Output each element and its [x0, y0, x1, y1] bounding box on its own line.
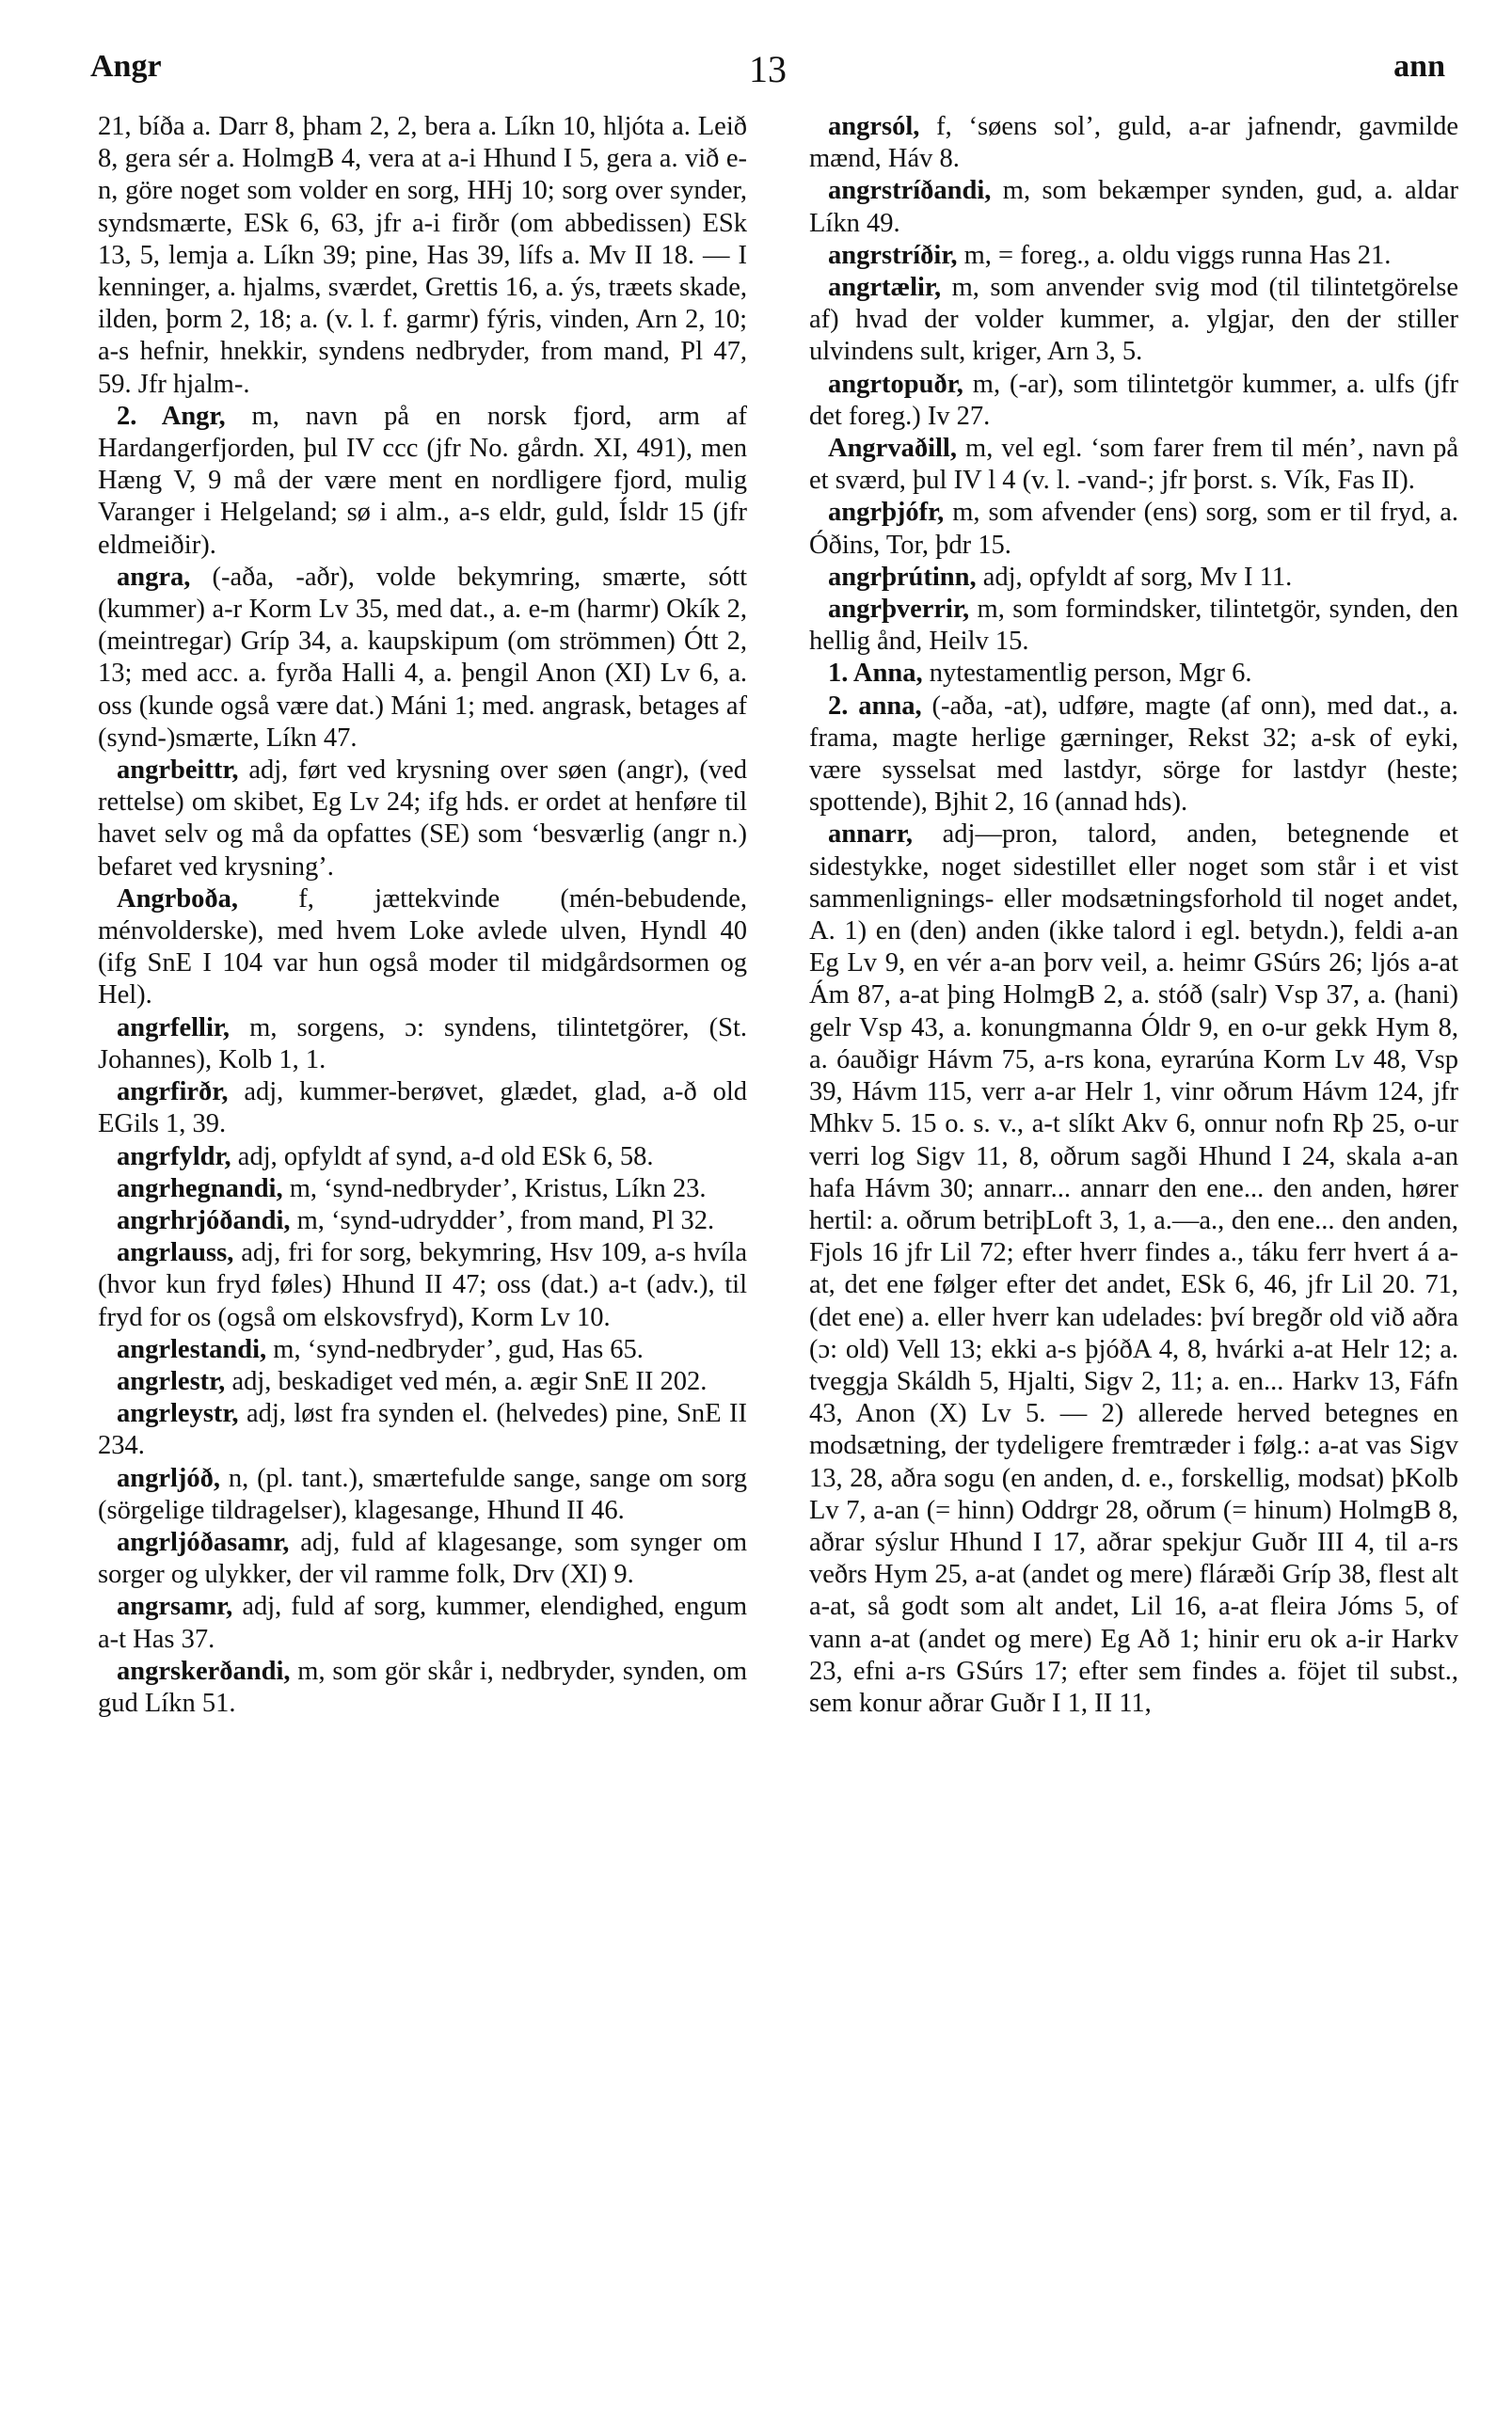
entry-text: 21, bíða a. Darr 8, þham 2, 2, bera a. Líkn 10, hljóta a. Leið 8, gera sér a. HolmgB 4, vera at a-i Hhund I 5, gera a. við e-n, göre noget som volder en sorg, HHj 10; sorg over synder, syndsmærte, ESk 6, 63, jfr a-i firðr (om abbedissen) ESk 13, 5, lemja a. Líkn 39; pine, Has 39, lífs a. Mv II 18. — I kenninger, a. hjalms, sværdet, Grettis 16, a. ýs, træets skade, ilden, þorm 2, 18; a. (v. l. f. garmr) fýris, vinden, Arn 2, 10; a-s hefnir, hnekkir, syndens nedbryder, from mand, Pl 47, 59. Jfr hjalm-. — [98, 112, 747, 399]
dictionary-entry — [98, 1366, 747, 1398]
dictionary-entry — [98, 1527, 747, 1591]
dictionary-entry — [98, 1463, 747, 1527]
right-column — [809, 111, 1458, 2388]
entry-text: nytestamentlig person, Mgr 6. — [929, 659, 1252, 689]
entry-headword: annarr, — [828, 819, 914, 850]
entry-headword: angrleystr, — [117, 1399, 239, 1429]
dictionary-entry — [809, 594, 1458, 658]
entry-headword: angrljóðasamr, — [117, 1527, 290, 1557]
entry-headword: angrlestandi, — [117, 1334, 267, 1364]
entry-text: m, vel egl. ‘som farer frem til mén’, navn på et sværd, þul IV l 4 (v. l. -vand-; jfr þorst. s. Vík, Fas II). — [809, 434, 1458, 496]
page-number: 13 — [749, 48, 787, 90]
dictionary-entry — [98, 1398, 747, 1462]
dictionary-entry — [98, 1205, 747, 1237]
dictionary-entry — [98, 1173, 747, 1205]
dictionary-entry — [809, 433, 1458, 497]
entry-text: adj, ført ved krysning over søen (angr), (ved rettelse) om skibet, Eg Lv 24; ifg hds. er ordet at henføre til havet selv og må da opfattes (SE) som ‘besværlig (angr n.) befaret ved krysning’. — [98, 755, 747, 882]
dictionary-entry — [809, 658, 1458, 690]
entry-headword: angrlauss, — [117, 1238, 234, 1268]
dictionary-entry — [809, 175, 1458, 239]
entry-headword: angrhegnandi, — [117, 1173, 283, 1203]
entry-text: adj—pron, talord, anden, betegnende et sidestykke, noget sidestillet eller noget som står i et vist sammenlignings- eller modsætningsforhold til noget andet, A. 1) en (den) anden (ikke talord i egl. betydn.), feldi a-an Eg Lv 9, en vér a-an þorv veil, a. heimr GSúrs 26; ljós a-at Ám 87, a-at þing HolmgB 2, a. stóð (salr) Vsp 37, a. (hani) gelr Vsp 43, a. konungmanna Óldr 9, en o-ur gekk Hym 8, a. óauðigr Hávm 75, a-rs kona, eyrarúna Korm Lv 48, Vsp 39, Hávm 115, verr a-ar Helr 1, vinr oðrum Hávm 124, jfr Mhkv 5. 15 o. s. v., a-t slíkt Akv 6, onnur nofn Rþ 25, o-ur verri log Sigv 11, 8, oðrum sagði Hhund I 24, skala a-an hafa Hávm 30; annarr... annarr den ene... den anden, hører hertil: a. oðrum betriþLoft 3, 1, a.—a., den ene... den anden, Fjols 16 jfr Lil 72; efter hverr findes a., táku ferr hvert á a-at, det ene følger efter det andet, ESk 6, 46, jfr Lil 20. 71, (det ene) a. eller hverr kan udelades: því bregðr old við aðra (ɔ: old) Vell 13; ekki a-s þjóðA 4, 8, hvárki a-at Helr 12; a. tveggja Skáldh 5, Hjalti, Sigv 2, 11; a. en... Harkv 13, Fáfn 43, Anon (X) Lv 5. — 2) allerede herved betegnes en modsætning, der tydeligere fremtræder i følg.: a-at vas Sigv 13, 28, aðra sogu (en anden, d. e., forskellig, modsat) þKolb Lv 7, a-an (= hinn) Oddrgr 28, oðrum (= hinum) HolmgB 8, aðrar sýslur Hhund I 17, aðrar spekjur Guðr III 4, til a-rs veðrs Hym 25, a-at (andet og mere) fláræði Gríp 38, flest alt a-at, så godt som alt andet, Lil 16, a-at fleira Jóms 5, of vann a-at (andet og mere) Eg Að 1; hinir eru ok a-ir Harkv 23, efni a-rs GSúrs 17; efter sem findes a. föjet til subst., sem konur aðrar Guðr I 1, II 11, — [809, 819, 1458, 1718]
dictionary-entry — [98, 1237, 747, 1334]
entry-headword: angrstríðir, — [828, 240, 958, 270]
entry-headword: angrlestr, — [117, 1366, 226, 1396]
entry-text: adj, beskadiget ved mén, a. ægir SnE II 202. — [231, 1366, 708, 1396]
dictionary-entry — [98, 1656, 747, 1720]
entry-text: adj, fuld af sorg, kummer, elendighed, engum a-t Has 37. — [98, 1592, 747, 1654]
entry-text: adj, løst fra synden el. (helvedes) pine, SnE II 234. — [98, 1399, 747, 1461]
entry-headword: angrljóð, — [117, 1463, 221, 1493]
entry-headword: angrþrútinn, — [828, 562, 977, 592]
entry-text: n, (pl. tant.), smærtefulde sange, sange om sorg (sörgelige tildragelser), klagesange, Hhund II 46. — [98, 1463, 747, 1525]
dictionary-entry — [809, 691, 1458, 819]
entry-text: (-aða, -at), udføre, magte (af onn), med dat., a. frama, magte herlige gærninger, Rekst 32; a-sk of eyki, være sysselsat med lastdyr, sörge for lastdyr (heste; spottende), Bjhit 2, 16 (annad hds). — [809, 691, 1458, 818]
page-header — [90, 49, 1445, 105]
entry-text: f, jættekvinde (mén-bebudende, ménvolderske), med hvem Loke avlede ulven, Hyndl 40 (ifg SnE I 104 var hun også moder til midgårdsormen og Hel). — [98, 883, 747, 1010]
entry-headword: angrþjófr, — [828, 498, 945, 528]
entry-text: m, ‘synd-nedbryder’, Kristus, Líkn 23. — [289, 1173, 707, 1203]
dictionary-entry — [98, 1012, 747, 1076]
entry-headword: angrtælir, — [828, 273, 942, 303]
dictionary-entry — [98, 883, 747, 1012]
dictionary-entry — [98, 1591, 747, 1655]
entry-text: m, sorgens, ɔ: syndens, tilintetgörer, (St. Johannes), Kolb 1, 1. — [98, 1012, 747, 1074]
entry-text: f, ‘søens sol’, guld, a-ar jafnendr, gavmilde mænd, Háv 8. — [809, 112, 1458, 174]
entry-text: m, ‘synd-udrydder’, from mand, Pl 32. — [296, 1205, 715, 1235]
entry-text: adj, kummer-berøvet, glædet, glad, a-ð old EGils 1, 39. — [98, 1077, 747, 1139]
entry-text: m, ‘synd-nedbryder’, gud, Has 65. — [273, 1334, 644, 1364]
entry-headword: angrsamr, — [117, 1592, 233, 1622]
dictionary-entry — [809, 272, 1458, 369]
dictionary-entry — [809, 111, 1458, 175]
dictionary-entry — [98, 1141, 747, 1173]
entry-headword: angrhrjóðandi, — [117, 1205, 291, 1235]
entry-text: adj, fri for sorg, bekymring, Hsv 109, a-s hvíla (hvor kun fryd føles) Hhund II 47; oss (dat.) a-t (adv.), til fryd for os (også om elskovsfryd), Korm Lv 10. — [98, 1238, 747, 1332]
entry-text: m, som afvender (ens) sorg, som er til fryd, a. Óðins, Tor, þdr 15. — [809, 498, 1458, 560]
dictionary-entry — [809, 562, 1458, 594]
dictionary-entry — [98, 562, 747, 755]
entry-text: m, som gör skår i, nedbryder, synden, om gud Líkn 51. — [98, 1656, 747, 1718]
entry-headword: angrfyldr, — [117, 1141, 231, 1171]
entry-text: m, som bekæmper synden, gud, a. aldar Líkn 49. — [809, 176, 1458, 238]
dictionary-entry — [98, 401, 747, 562]
entry-text: m, som anvender svig mod (til tilintetgörelse af) hvad der volder kummer, a. ylgjar, den der stiller ulvindens sult, kriger, Arn 3, 5. — [809, 273, 1458, 367]
entry-headword: 2. anna, — [828, 691, 922, 721]
entry-headword: 1. Anna, — [828, 659, 923, 689]
dictionary-entry — [98, 755, 747, 883]
entry-headword: Angrboða, — [117, 883, 239, 914]
entry-headword: angrtopuðr, — [828, 369, 963, 399]
entry-text: m, navn på en norsk fjord, arm af Hardangerfjorden, þul IV ccc (jfr No. gårdn. XI, 491), men Hæng V, 9 må der være ment en nordligere fjord, mulig Varanger i Helgeland; sø i alm., a-s eldr, guld, Ísldr 15 (jfr eldmeiðir). — [98, 401, 747, 560]
dictionary-entry — [98, 1334, 747, 1366]
entry-text: adj, opfyldt af sorg, Mv I 11. — [982, 562, 1293, 592]
dictionary-entry — [809, 369, 1458, 433]
entry-text: adj, fuld af klagesange, som synger om sorger og ulykker, der vil ramme folk, Drv (XI) 9. — [98, 1527, 747, 1590]
entry-text: adj, opfyldt af synd, a-d old ESk 6, 58. — [237, 1141, 654, 1171]
entry-text: (-aða, -aðr), volde bekymring, smærte, sótt (kummer) a-r Korm Lv 35, med dat., a. e-m (harmr) Okík 2, (meintregar) Gríp 34, a. kaupskipum (om strömmen) Ótt 2, 13; med acc. a. fyrða Halli 4, a. þengil Anon (XI) Lv 6, a. oss (kunde også være dat.) Máni 1; med. angrask, betages af (synd-)smærte, Líkn 47. — [98, 562, 747, 753]
entry-headword: angrfirðr, — [117, 1077, 229, 1107]
entry-headword: angrsól, — [828, 112, 920, 141]
left-column — [98, 111, 747, 2388]
entry-text: m, som formindsker, tilintetgör, synden, den hellig ånd, Heilv 15. — [809, 595, 1458, 657]
dictionary-entry — [809, 240, 1458, 272]
dictionary-entry — [98, 111, 747, 401]
running-head-left: Angr — [90, 49, 162, 84]
entry-headword: Angrvaðill, — [828, 434, 957, 464]
entry-text: m, = foreg., a. oldu viggs runna Has 21. — [963, 240, 1392, 270]
dictionary-entry — [809, 819, 1458, 1720]
entry-headword: angrskerðandi, — [117, 1656, 291, 1686]
running-head-right: ann — [1393, 49, 1445, 84]
entry-headword: angrstríðandi, — [828, 176, 992, 206]
dictionary-entry — [809, 497, 1458, 561]
entry-headword: angrfellir, — [117, 1012, 231, 1042]
entry-text: m, (-ar), som tilintetgör kummer, a. ulfs (jfr det foreg.) Iv 27. — [809, 369, 1458, 431]
entry-headword: angrbeittr, — [117, 755, 239, 786]
entry-headword: angrþverrir, — [828, 595, 970, 625]
entry-headword: angra, — [117, 562, 191, 592]
dictionary-entry — [98, 1076, 747, 1140]
entry-headword: 2. Angr, — [117, 401, 226, 431]
